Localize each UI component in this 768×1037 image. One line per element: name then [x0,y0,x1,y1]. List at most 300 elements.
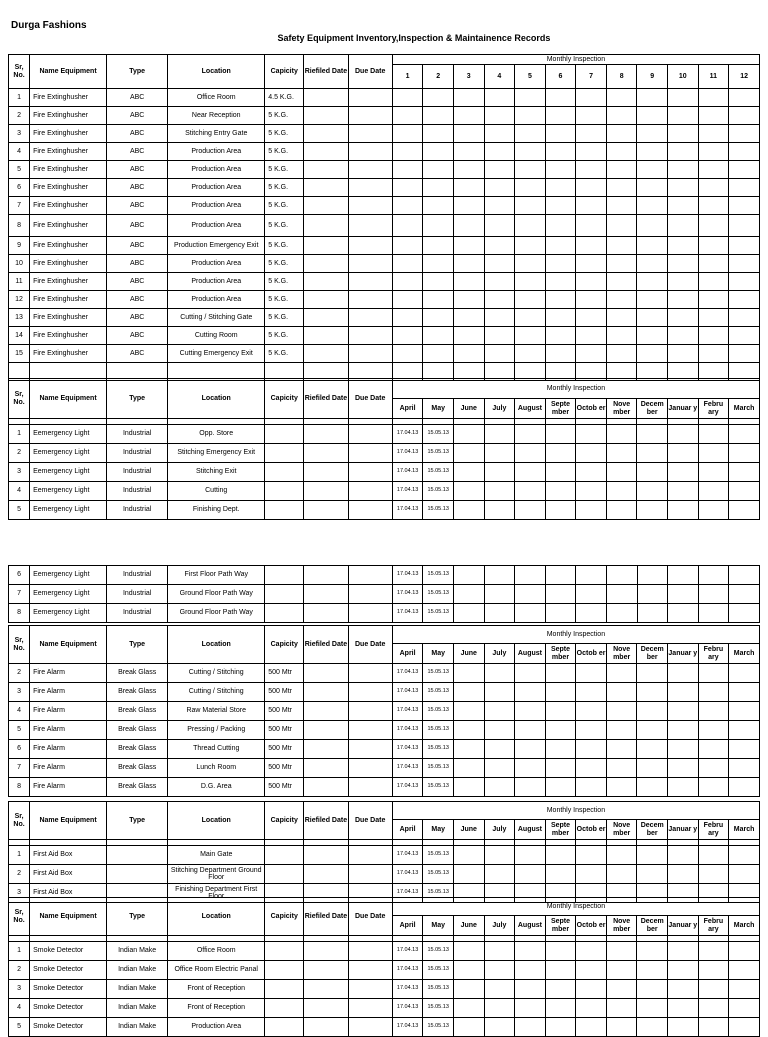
cell-inspection [423,125,454,143]
cell-inspection-april: 17.04.13 [392,721,423,740]
cell-sr: 14 [9,327,30,345]
emergency-light-table-a [8,378,760,520]
cell-inspection [729,683,760,702]
cell-name: First Aid Box [30,884,107,903]
cell-inspection [637,566,668,585]
table-row [9,309,760,327]
cell-inspection [729,89,760,107]
cell-due [348,999,392,1018]
cell-inspection [545,865,576,884]
cell-inspection [484,273,515,291]
table-row [9,89,760,107]
cell-name: Fire Extinghusher [30,345,107,363]
cell-inspection [392,345,423,363]
cell-inspection [484,664,515,683]
cell-inspection [484,980,515,999]
cell-inspection [606,683,637,702]
cell-inspection [515,664,546,683]
cell-inspection [729,664,760,683]
cell-inspection [576,683,607,702]
cell-inspection [637,463,668,482]
cell-inspection [484,759,515,778]
cell-location: Stitching Emergency Exit [168,444,265,463]
cell-inspection [637,161,668,179]
table-row [9,107,760,125]
cell-sr: 7 [9,759,30,778]
cell-inspection [453,942,484,961]
cell-sr: 1 [9,425,30,444]
cell-capacity: 5 K.G. [265,125,304,143]
cell-inspection [668,501,699,520]
cell-refilled [304,309,348,327]
monthly-inspection-header: Monthly Inspection [392,802,759,820]
table-row [9,865,760,884]
cell-refilled [304,865,348,884]
cell-inspection [698,143,729,161]
col-location: Location [168,626,265,664]
cell-inspection [515,291,546,309]
cell-inspection [729,255,760,273]
cell-inspection-may: 15.05.13 [423,778,454,797]
cell-inspection [606,702,637,721]
cell-inspection [453,215,484,237]
cell-due [348,425,392,444]
cell-inspection [606,309,637,327]
cell-type: Break Glass [107,778,168,797]
cell-location: Raw Material Store [168,702,265,721]
cell-inspection [453,463,484,482]
cell-inspection [668,463,699,482]
table-row [9,721,760,740]
cell-inspection-april: 17.04.13 [392,501,423,520]
cell-inspection [392,179,423,197]
cell-inspection-april: 17.04.13 [392,740,423,759]
cell-inspection [392,161,423,179]
cell-inspection [545,1018,576,1037]
cell-inspection-april: 17.04.13 [392,846,423,865]
cell-type: Break Glass [107,721,168,740]
cell-inspection [698,865,729,884]
cell-type: ABC [107,237,168,255]
cell-inspection [484,865,515,884]
cell-sr: 4 [9,143,30,161]
cell-inspection [606,999,637,1018]
cell-location: Main Gate [168,846,265,865]
cell-due [348,161,392,179]
cell-inspection [423,291,454,309]
month-header: June [453,916,484,936]
cell-sr: 13 [9,309,30,327]
month-header: Septe mber [545,916,576,936]
cell-type: ABC [107,309,168,327]
cell-inspection [484,89,515,107]
cell-inspection [606,501,637,520]
cell-name: Fire Extinghusher [30,107,107,125]
table-row [9,846,760,865]
cell-inspection-may: 15.05.13 [423,999,454,1018]
cell-inspection [515,1018,546,1037]
cell-inspection [453,89,484,107]
cell-inspection [484,237,515,255]
cell-inspection-april: 17.04.13 [392,482,423,501]
cell-sr: 3 [9,125,30,143]
cell-type: Break Glass [107,759,168,778]
cell-due [348,237,392,255]
cell-sr: 3 [9,980,30,999]
cell-inspection [729,143,760,161]
cell-location: Opp. Store [168,425,265,444]
cell-location: Lunch Room [168,759,265,778]
cell-inspection [515,999,546,1018]
cell-inspection [637,327,668,345]
cell-inspection [668,107,699,125]
cell-inspection [729,604,760,623]
cell-inspection [545,143,576,161]
cell-inspection [515,255,546,273]
month-header: Januar y [668,399,699,419]
cell-location: Production Area [168,273,265,291]
cell-due [348,309,392,327]
cell-inspection [606,463,637,482]
table-row [9,683,760,702]
cell-inspection [668,604,699,623]
cell-location: Cutting Room [168,327,265,345]
cell-inspection [729,961,760,980]
cell-inspection-may: 15.05.13 [423,961,454,980]
cell-inspection [668,327,699,345]
cell-inspection-may: 15.05.13 [423,566,454,585]
cell-inspection-april: 17.04.13 [392,865,423,884]
cell-inspection [606,778,637,797]
month-header: May [423,820,454,840]
cell-type: ABC [107,107,168,125]
col-location: Location [168,802,265,840]
cell-capacity: 5 K.G. [265,237,304,255]
table-row [9,179,760,197]
cell-inspection [729,721,760,740]
cell-inspection [698,273,729,291]
month-header: March [729,916,760,936]
cell-inspection [515,740,546,759]
month-header: 8 [606,65,637,89]
cell-location: Stitching Entry Gate [168,125,265,143]
cell-inspection [576,309,607,327]
cell-inspection [545,273,576,291]
cell-inspection [392,143,423,161]
cell-inspection-april: 17.04.13 [392,942,423,961]
cell-sr: 1 [9,89,30,107]
table-row [9,215,760,237]
cell-capacity: 500 Mtr [265,778,304,797]
fire-alarm-table [8,625,760,797]
cell-sr: 2 [9,865,30,884]
cell-due [348,865,392,884]
cell-inspection [392,197,423,215]
cell-location: Finishing Department First Floor [168,884,265,903]
cell-inspection [637,291,668,309]
cell-refilled [304,444,348,463]
first-aid-table [8,801,760,903]
cell-name: Fire Extinghusher [30,237,107,255]
cell-inspection [637,604,668,623]
cell-name: Fire Extinghusher [30,291,107,309]
cell-inspection [576,179,607,197]
cell-sr: 3 [9,683,30,702]
month-header: 11 [698,65,729,89]
cell-inspection [637,961,668,980]
cell-inspection [729,846,760,865]
cell-refilled [304,215,348,237]
col-refilled: Riefiled Date [304,379,348,419]
cell-inspection [453,237,484,255]
table-row [9,942,760,961]
col-capacity: Capicity [265,55,304,89]
col-refilled: Riefiled Date [304,626,348,664]
cell-inspection [637,1018,668,1037]
cell-sr: 2 [9,961,30,980]
cell-inspection-april: 17.04.13 [392,604,423,623]
cell-inspection [668,482,699,501]
cell-due [348,721,392,740]
cell-inspection [545,197,576,215]
cell-name: Smoke Detector [30,961,107,980]
cell-inspection [698,778,729,797]
cell-inspection [576,161,607,179]
cell-inspection [423,197,454,215]
cell-inspection [729,309,760,327]
cell-inspection [515,759,546,778]
table-row [9,345,760,363]
cell-inspection [545,425,576,444]
cell-inspection [453,197,484,215]
cell-inspection [668,273,699,291]
cell-inspection [545,482,576,501]
cell-inspection [637,309,668,327]
cell-capacity: 500 Mtr [265,664,304,683]
cell-inspection [729,778,760,797]
cell-inspection-april: 17.04.13 [392,778,423,797]
table-row [9,702,760,721]
col-name: Name Equipment [30,802,107,840]
cell-inspection [484,740,515,759]
cell-name: Eemergency Light [30,482,107,501]
table-row [9,425,760,444]
cell-sr: 1 [9,846,30,865]
table-row [9,604,760,623]
cell-refilled [304,1018,348,1037]
cell-inspection [545,125,576,143]
cell-name: Eemergency Light [30,604,107,623]
cell-inspection [668,425,699,444]
cell-inspection [698,197,729,215]
cell-inspection [606,942,637,961]
cell-inspection [637,482,668,501]
cell-inspection [668,125,699,143]
cell-due [348,1018,392,1037]
cell-due [348,846,392,865]
cell-inspection-may: 15.05.13 [423,721,454,740]
cell-type: Break Glass [107,664,168,683]
cell-inspection [606,89,637,107]
cell-location: Production Area [168,179,265,197]
cell-location: Production Area [168,255,265,273]
cell-inspection [545,291,576,309]
cell-inspection [576,740,607,759]
cell-location: First Floor Path Way [168,566,265,585]
cell-type: ABC [107,179,168,197]
cell-inspection [606,604,637,623]
cell-inspection [729,161,760,179]
cell-inspection [637,89,668,107]
cell-inspection [545,664,576,683]
cell-inspection [515,125,546,143]
cell-inspection [576,566,607,585]
cell-refilled [304,604,348,623]
cell-inspection [515,942,546,961]
cell-inspection [484,125,515,143]
page-title: Safety Equipment Inventory,Inspection & Maintainence Records [277,33,551,43]
cell-inspection [606,107,637,125]
cell-capacity [265,444,304,463]
cell-inspection [698,740,729,759]
cell-inspection [729,107,760,125]
col-type: Type [107,379,168,419]
cell-inspection [698,759,729,778]
cell-sr: 15 [9,345,30,363]
cell-inspection [545,327,576,345]
cell-inspection [515,89,546,107]
smoke-detector-table [8,897,760,1037]
cell-inspection [729,291,760,309]
cell-inspection-april: 17.04.13 [392,425,423,444]
cell-inspection [515,846,546,865]
cell-inspection [698,980,729,999]
month-header: 5 [515,65,546,89]
cell-inspection [637,980,668,999]
cell-inspection [576,501,607,520]
cell-inspection [606,740,637,759]
cell-due [348,197,392,215]
cell-capacity [265,942,304,961]
cell-inspection [453,107,484,125]
cell-inspection [576,444,607,463]
cell-inspection [545,237,576,255]
cell-location: Production Area [168,143,265,161]
cell-inspection [668,1018,699,1037]
cell-due [348,215,392,237]
cell-inspection [515,865,546,884]
month-header: Januar y [668,916,699,936]
month-header: August [515,644,546,664]
month-header: May [423,399,454,419]
cell-inspection [515,215,546,237]
cell-inspection-may: 15.05.13 [423,980,454,999]
cell-sr: 4 [9,482,30,501]
cell-location: Ground Floor Path Way [168,585,265,604]
month-header: July [484,399,515,419]
cell-capacity: 4.5 K.G. [265,89,304,107]
cell-inspection [453,273,484,291]
cell-inspection [698,463,729,482]
cell-inspection [606,846,637,865]
cell-inspection [668,444,699,463]
cell-location: D.G. Area [168,778,265,797]
monthly-inspection-header: Monthly Inspection [392,898,759,916]
cell-inspection [453,683,484,702]
cell-inspection [545,345,576,363]
cell-due [348,942,392,961]
cell-due [348,482,392,501]
cell-location: Stitching Department Ground Floor [168,865,265,884]
cell-inspection [637,125,668,143]
cell-capacity: 500 Mtr [265,759,304,778]
cell-sr: 5 [9,721,30,740]
cell-inspection [576,255,607,273]
cell-inspection [515,961,546,980]
cell-due [348,463,392,482]
cell-inspection [698,291,729,309]
cell-name: Eemergency Light [30,585,107,604]
cell-type: Indian Make [107,942,168,961]
month-header: 6 [545,65,576,89]
cell-inspection [545,309,576,327]
col-sr: Sr, No. [9,55,30,89]
cell-name: Fire Extinghusher [30,89,107,107]
cell-inspection [484,942,515,961]
col-sr: Sr, No. [9,898,30,936]
table-row [9,143,760,161]
cell-inspection [698,215,729,237]
table-row [9,444,760,463]
cell-inspection [453,482,484,501]
table-row [9,255,760,273]
cell-inspection [423,215,454,237]
cell-inspection [576,215,607,237]
cell-inspection [668,143,699,161]
cell-refilled [304,125,348,143]
cell-inspection [484,482,515,501]
cell-sr: 2 [9,664,30,683]
cell-inspection [606,566,637,585]
cell-inspection [454,604,485,623]
cell-due [348,179,392,197]
cell-inspection [484,255,515,273]
cell-inspection [515,309,546,327]
cell-type: Break Glass [107,683,168,702]
cell-inspection [668,309,699,327]
month-header: Septe mber [545,820,576,840]
cell-inspection [453,444,484,463]
cell-inspection [698,721,729,740]
cell-location: Pressing / Packing [168,721,265,740]
col-refilled: Riefiled Date [304,898,348,936]
cell-sr: 2 [9,107,30,125]
cell-due [348,143,392,161]
cell-inspection [698,237,729,255]
cell-due [348,501,392,520]
table-row [9,980,760,999]
cell-inspection [576,125,607,143]
cell-type: Industrial [107,482,168,501]
col-due: Due Date [348,379,392,419]
cell-inspection [515,273,546,291]
cell-sr: 6 [9,179,30,197]
month-header: July [484,820,515,840]
month-header: 12 [729,65,760,89]
cell-inspection [515,197,546,215]
cell-location: Cutting / Stitching Gate [168,309,265,327]
cell-inspection-may: 15.05.13 [423,846,454,865]
